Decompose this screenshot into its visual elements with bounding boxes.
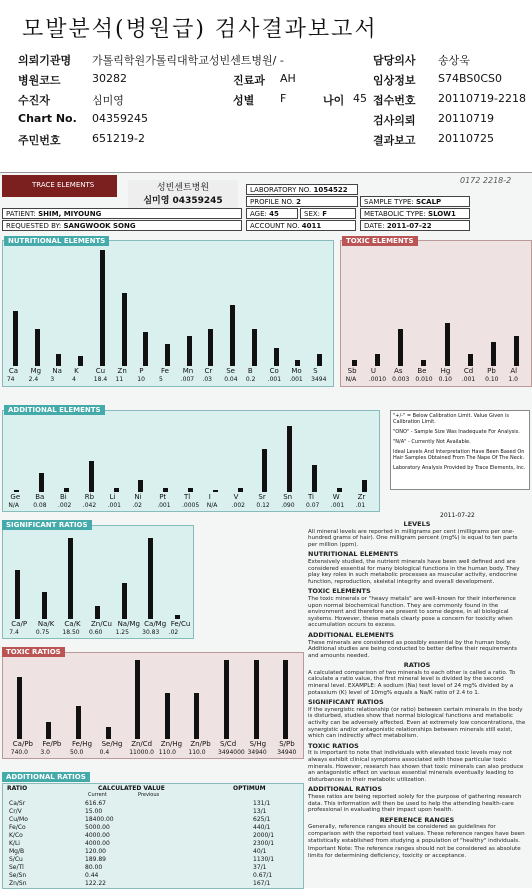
lab-logo (2, 175, 117, 197)
nutritional-value-mg: 2.4 (28, 376, 39, 383)
significant-label-ca-p: Ca/P (11, 620, 28, 628)
toxic_ratios-bar-ca-pb (17, 677, 22, 739)
col-previous: Previous (138, 792, 160, 798)
additional-panel (2, 410, 380, 512)
key-line-3: "N/A" - Currently Not Available. (393, 439, 471, 445)
toxic_ratios-value-se-hg: 0.4 (99, 749, 110, 756)
chart-value: 04359245 (92, 112, 148, 125)
toxic-label-as: As (394, 367, 403, 375)
add-text: These minerals are considered as possibly essential by the human body. Additional studies are being conducted to better define their requirements and amounts needed. (308, 639, 517, 659)
toxr-text: It is important to note that individuals with elevated toxic levels may not always exhibit clinical symptoms associated with those particular toxic minerals. However, research has shown that toxic minerals can also produce an antagonistic effect on various essential minerals eventually leading to disturbances in their metabolic utilization. (308, 750, 524, 783)
toxic-bar-al (514, 336, 519, 367)
additional-value-rb: .042 (82, 502, 97, 509)
significant-label-ca-k: Ca/K (64, 620, 81, 628)
receipt-label: 접수번호 (373, 94, 416, 107)
toxic-ratios-title: TOXIC RATIOS (2, 647, 65, 657)
sex-label: 성별 (233, 94, 255, 107)
ratio-name: Se/Tl (9, 864, 24, 871)
ratio-value: 18400.00 (85, 816, 114, 823)
nutritional-bar-b (252, 329, 257, 366)
nutritional-value-mn: .007 (180, 376, 195, 383)
toxic-value-hg: 0.10 (438, 376, 452, 383)
toxic_ratios-bar-zn-hg (165, 693, 170, 739)
toxic_ratios-label-ca-pb: Ca/Pb (12, 740, 33, 748)
nutritional-title: NUTRITIONAL ELEMENTS (4, 236, 109, 246)
clinical-value: S74BS0CS0 (438, 72, 502, 85)
nutritional-value-na: 3 (50, 376, 55, 383)
ratio-value: 616.67 (85, 800, 106, 807)
toxic_ratios-bar-s-pb (283, 660, 288, 739)
additional-bar-sr (262, 449, 267, 492)
ratio-value: 4000.00 (85, 832, 110, 839)
ratios-text: A calculated comparison of two minerals to each other is called a ratio. To calculate a ratio value, the first mineral level is divided by the second mineral level. EXAMPLE: A sodium (Na) test level of 24 mg% divided by a potassium (K) level of 10mg% equals a Na/K ratio of 2.4 to 1. (308, 669, 516, 696)
toxic_ratios-value-fe-pb: 3.0 (40, 749, 50, 756)
levels-heading: LEVELS (403, 520, 431, 528)
nutritional-label-k: K (74, 367, 79, 375)
nutritional-value-cu: 18.4 (93, 376, 108, 383)
key-line-1: "+/-" = Below Calibration Limit. Value Given is Calibration Limit. (393, 413, 510, 425)
toxic-bar-u (375, 354, 380, 366)
dept-label: 진료과 (233, 74, 265, 87)
significant-bar-ca-p (15, 570, 20, 620)
toxic_ratios-value-fe-hg: 50.0 (70, 749, 84, 756)
nut-heading: NUTRITIONAL ELEMENTS (308, 550, 399, 559)
nutritional-value-zn: 11 (115, 376, 124, 383)
ratio-optimum: 167/1 (253, 880, 271, 887)
chart-label: Chart No. (18, 112, 77, 125)
nutritional-label-zn: Zn (117, 367, 127, 375)
col-calc: CALCULATED VALUE (98, 785, 165, 792)
additional-value-bi: .002 (58, 502, 72, 509)
account-value: 4011 (301, 222, 322, 230)
additional-label-ti: Ti (308, 493, 315, 501)
nutritional-bar-na (56, 354, 61, 366)
toxic-value-pb: 0.10 (485, 376, 499, 383)
doctor-value: 송상욱 (438, 54, 470, 67)
additional-label-sn: Sn (283, 493, 293, 501)
toxic_ratios-value-zn-pb: 110.0 (188, 749, 206, 756)
significant-label-fe-cu: Fe/Cu (170, 620, 191, 628)
significant-bar-na-mg (122, 583, 127, 619)
toxic-bar-hg (445, 323, 450, 366)
addr-text: These ratios are being reported solely for the purpose of gathering research data. This information will then be used to help the attending health-care professional in evaluating their impact upon health. (308, 793, 522, 814)
additional-bar-w (337, 488, 342, 492)
significant-label-na-mg: Na/Mg (117, 620, 140, 628)
col-ratio: RATIO (7, 785, 28, 792)
additional-bar-li (114, 488, 119, 492)
lab-logo-text: TRACE ELEMENTS (32, 181, 95, 189)
ratio-name: Ca/Sr (9, 800, 26, 807)
additional-label-li: Li (109, 493, 116, 501)
additional-label-zr: Zr (357, 493, 366, 501)
nutritional-label-co: Co (269, 367, 279, 375)
nutritional-value-mo: .001 (289, 376, 303, 383)
additional-title: ADDITIONAL ELEMENTS (4, 405, 105, 415)
nutritional-value-k: 4 (72, 376, 76, 383)
ratio-optimum: 2000/1 (253, 832, 275, 839)
age-label: 나이 (323, 94, 345, 107)
nutritional-label-fe: Fe (161, 367, 169, 375)
ratios-heading: RATIOS (403, 661, 431, 670)
additional-ratios-table (2, 783, 304, 889)
additional-label-i: I (208, 493, 211, 501)
additional-bar-rb (89, 461, 94, 492)
toxic_ratios-value-s-hg: 34940 (247, 749, 267, 756)
toxic_ratios-label-zn-pb: Zn/Pb (190, 740, 211, 748)
additional-bar-bi (64, 488, 69, 492)
institution-value: 가톨릭학원가톨릭대학교성빈센트병원/ - (92, 54, 284, 67)
requested-value: SANGWOOK SONG (63, 222, 136, 230)
toxic_ratios-label-se-hg: Se/Hg (101, 740, 123, 748)
toxic-value-be: 0.010 (415, 376, 433, 383)
nutritional-label-mn: Mn (182, 367, 194, 375)
additional-value-zr: .01 (355, 502, 366, 509)
sex-value: F (280, 92, 287, 105)
nutritional-bar-cr (208, 329, 213, 366)
nutritional-value-cr: .03 (202, 376, 212, 383)
significant-label-ca-mg: Ca/Mg (144, 620, 167, 628)
ratio-optimum: 2300/1 (253, 840, 275, 847)
rpt-age-value: 45 (269, 210, 279, 218)
nut-text: Extensively studied, the nutrient minerals have been well defined and are considered essential for many biological functions in the human body. They play key roles in such metabolic processes as muscular activity, endocrine function, reproduction, skeletal integrity and overall development. (308, 558, 520, 585)
toxic-value-sb: N/A (345, 376, 357, 383)
additional-bar-zr (362, 480, 367, 492)
significant-value-ca-mg: 30.83 (142, 629, 160, 636)
result-value: 20110725 (438, 132, 494, 145)
nutritional-value-fe: 5 (159, 376, 163, 383)
ratio-optimum: 1130/1 (253, 856, 275, 863)
levels-text: All mineral levels are reported in milligrams per cent (milligrams per one-hundred grams of hair). One milligram percent (mg%) is equal to ten parts per million (ppm). (308, 528, 518, 548)
addr-heading: ADDITIONAL RATIOS (308, 785, 383, 794)
nutritional-label-b: B (247, 367, 253, 375)
nutritional-bar-mn (187, 336, 192, 367)
patient-label: 수진자 (18, 94, 50, 107)
nutritional-label-ca: Ca (8, 367, 19, 375)
toxic_ratios-value-zn-hg: 110.0 (158, 749, 176, 756)
additional-value-w: .001 (330, 502, 345, 509)
toxic_ratios-label-s-pb: S/Pb (279, 740, 295, 748)
rpt-sex-value: F (322, 210, 328, 218)
additional-label-v: V (233, 493, 239, 501)
additional-value-ba: 0.08 (33, 502, 47, 509)
toxic_ratios-bar-zn-cd (135, 660, 140, 739)
profile-label: PROFILE NO. (250, 198, 294, 206)
result-label: 결과보고 (373, 134, 416, 147)
toxic-bar-cd (468, 354, 473, 366)
lab-number-value: 1054522 (313, 186, 348, 194)
ratio-optimum: 131/1 (253, 800, 271, 807)
toxic_ratios-value-ca-pb: 740.0 (10, 749, 28, 756)
key-line-5: Laboratory Analysis Provided by Trace Elements, Inc. (393, 465, 526, 471)
additional-ratios-title: ADDITIONAL RATIOS (2, 772, 90, 782)
additional-label-bi: Bi (60, 493, 67, 501)
col-optimum: OPTIMUM (233, 785, 266, 792)
ratio-name: Fe/Co (9, 824, 26, 831)
significant-bar-ca-mg (148, 538, 153, 619)
rpt-patient-label: PATIENT: (6, 210, 36, 218)
nutritional-bar-ca (13, 311, 18, 366)
ratio-optimum: 625/1 (253, 816, 271, 823)
significant-value-na-mg: 1.25 (115, 629, 129, 636)
explanation-text (308, 518, 526, 861)
ratio-name: Zn/Sn (9, 880, 27, 887)
additional-value-sr: 0.12 (256, 502, 270, 509)
additional-label-ge: Ge (10, 493, 21, 501)
additional-bar-ba (39, 473, 44, 493)
additional-bar-sn (287, 426, 292, 492)
ratio-name: Mg/B (9, 848, 25, 855)
ratio-name: Cr/V (9, 808, 22, 815)
additional-value-ge: N/A (8, 502, 20, 509)
additional-bar-ti (312, 465, 317, 492)
rrn-value: 651219-2 (92, 132, 145, 145)
toxic-label-pb: Pb (487, 367, 496, 375)
nutritional-label-cu: Cu (95, 367, 106, 375)
tox-heading: TOXIC ELEMENTS (308, 587, 371, 596)
toxic-panel (340, 240, 532, 387)
date-label: DATE: (364, 222, 385, 230)
additional-value-pt: .001 (157, 502, 171, 509)
ratio-name: Cu/Mo (9, 816, 28, 823)
ratio-name: K/Co (9, 832, 23, 839)
rpt-patient-value: SHIM, MIYOUNG (38, 210, 102, 218)
nutritional-bar-zn (122, 293, 127, 366)
rpt-sex-label: SEX: (304, 210, 321, 218)
additional-label-ba: Ba (35, 493, 45, 501)
additional-value-tl: .0005 (182, 502, 200, 509)
additional-label-rb: Rb (84, 493, 95, 501)
metabolic-label: METABOLIC TYPE: (364, 210, 426, 218)
toxic_ratios-label-s-hg: S/Hg (249, 740, 267, 748)
ratio-optimum: 13/1 (253, 808, 267, 815)
hospcode-label: 병원코드 (18, 74, 61, 87)
significant-title: SIGNIFICANT RATIOS (2, 520, 92, 530)
toxic-bar-as (398, 329, 403, 366)
toxic-value-cd: .001 (461, 376, 476, 383)
rpt-age-label: AGE: (250, 210, 267, 218)
patient-value: 심미영 (92, 94, 124, 107)
significant-value-zn-cu: 0.60 (89, 629, 103, 636)
metabolic-value: SLOW1 (428, 210, 456, 218)
significant-value-na-k: 0.75 (35, 629, 50, 636)
nutritional-value-co: .001 (267, 376, 282, 383)
nutritional-bar-se (230, 305, 235, 366)
dept-value: AH (280, 72, 296, 85)
stamp-hospital: 성빈센트병원 (156, 183, 210, 193)
toxic_ratios-bar-s-hg (254, 660, 259, 739)
additional-bar-v (238, 488, 243, 492)
key-line-4: Ideal Levels And Interpretation Have Been Based On Hair Samples Obtained From The Nape Of The Neck. (393, 449, 525, 461)
ratio-value: 120.00 (85, 848, 106, 855)
nutritional-label-p: P (139, 367, 144, 375)
requested-label: REQUESTED BY: (6, 222, 62, 230)
important-note: Important Note: The reference ranges should not be considered as absolute limits for determining deficiency, toxicity or acceptance. (308, 846, 521, 859)
toxic-label-al: Al (510, 367, 518, 375)
additional-value-sn: .090 (281, 502, 295, 509)
tox-text: The toxic minerals or "heavy metals" are well-known for their interference upon normal biochemical function. They are commonly found in the environment and therefore are present to some degree, in all biological systems. However, these metals clearly pose a concern for toxicity when accumulation occurs to excess. (308, 595, 517, 629)
add-heading: ADDITIONAL ELEMENTS (308, 630, 394, 639)
toxic_ratios-bar-fe-pb (46, 722, 51, 739)
significant-value-fe-cu: .02 (168, 629, 179, 636)
toxic-label-sb: Sb (347, 367, 357, 375)
additional-label-ni: Ni (134, 493, 142, 501)
sig-heading: SIGNIFICANT RATIOS (308, 698, 384, 707)
toxic_ratios-label-s-cd: S/Cd (220, 740, 237, 748)
toxr-heading: TOXIC RATIOS (308, 741, 359, 750)
key-box (390, 410, 530, 490)
nutritional-value-p: 10 (137, 376, 145, 383)
toxic_ratios-value-s-cd: 3494000 (218, 749, 245, 756)
sample-value: SCALP (415, 198, 442, 206)
nutritional-label-s: S (313, 367, 318, 375)
toxic-label-be: Be (417, 367, 427, 375)
toxic_ratios-label-fe-hg: Fe/Hg (72, 740, 93, 748)
ratio-value: 122.22 (85, 880, 106, 887)
ref-text: Generally, reference ranges should be considered as guidelines for comparison with the reported test values. These reference ranges have been statistically established from studying a population of "healthy" individuals. (308, 824, 525, 844)
nutritional-label-cr: Cr (204, 367, 213, 375)
toxic-title: TOXIC ELEMENTS (342, 236, 418, 246)
report-title: 모발분석(병원급) 검사결과보고서 (22, 17, 378, 42)
significant-value-ca-p: 7.4 (9, 629, 19, 636)
nutritional-label-mo: Mo (291, 367, 302, 375)
toxic-value-al: 1.0 (508, 376, 518, 383)
stamp-patient: 심미영 04359245 (143, 196, 223, 206)
toxic_ratios-value-s-pb: 34940 (277, 749, 297, 756)
handwritten-note: 0172 2218-2 (460, 176, 512, 185)
additional-value-v: .002 (231, 502, 245, 509)
additional-bar-pt (163, 488, 168, 492)
account-label: ACCOUNT NO. (250, 222, 300, 230)
profile-value: 2 (296, 198, 302, 206)
toxic-bar-be (421, 360, 426, 366)
toxic-label-u: U (370, 367, 376, 375)
nutritional-bar-mo (295, 360, 300, 366)
significant-bar-zn-cu (95, 606, 100, 620)
significant-bar-na-k (42, 592, 47, 619)
significant-label-zn-cu: Zn/Cu (91, 620, 112, 628)
nutritional-bar-k (78, 356, 83, 366)
toxic_ratios-label-zn-hg: Zn/Hg (160, 740, 183, 748)
key-line-2: "ONO" - Sample Size Was Inadequate For Analysis. (393, 429, 520, 435)
additional-value-ti: 0.07 (306, 502, 320, 509)
sig-text: If the synergistic relationship (or ratio) between certain minerals in the body is disturbed, studies show that normal biological functions and metabolic activity can be adversely affected. Even at extremely low concentrations, the synergistic and/or antagonistic relationships between minerals still exist, which can indirectly affect metabolism. (308, 706, 526, 740)
additional-label-sr: Sr (258, 493, 266, 501)
additional-bar-tl (188, 488, 193, 492)
col-current: Current (88, 792, 107, 798)
toxic_ratios-bar-se-hg (106, 727, 111, 739)
ratio-value: 4000.00 (85, 840, 110, 847)
nutritional-value-se: 0.04 (224, 376, 238, 383)
toxic_ratios-value-zn-cd: 11000.0 (129, 749, 154, 756)
nutritional-value-ca: 74 (6, 376, 15, 383)
additional-label-w: W (332, 493, 340, 501)
receipt-value: 20110719-2218 (438, 92, 526, 105)
nutritional-bar-co (274, 348, 279, 366)
ratio-optimum: 440/1 (253, 824, 271, 831)
nutritional-bar-fe (165, 344, 170, 366)
nutritional-value-s: 3494 (311, 376, 327, 383)
toxic_ratios-label-zn-cd: Zn/Cd (131, 740, 153, 748)
significant-bar-ca-k (68, 538, 73, 619)
lab-number-label: LABORATORY NO. (250, 186, 312, 194)
nutritional-bar-s (317, 354, 322, 366)
ratio-optimum: 0.67/1 (253, 872, 273, 879)
ratio-value: 80.00 (85, 864, 103, 871)
institution-label: 의뢰기관명 (18, 54, 72, 67)
toxic-bar-sb (352, 360, 357, 366)
ratio-value: 189.89 (85, 856, 106, 863)
sample-label: SAMPLE TYPE: (364, 198, 414, 206)
toxic_ratios-label-fe-pb: Fe/Pb (42, 740, 62, 748)
request-label: 검사의뢰 (373, 114, 416, 127)
ref-heading: REFERENCE RANGES (379, 815, 455, 824)
nutritional-bar-mg (35, 329, 40, 366)
significant-value-ca-k: 18.50 (62, 629, 80, 636)
additional-label-pt: Pt (159, 493, 167, 501)
toxic-label-cd: Cd (463, 367, 474, 375)
additional-value-ni: .02 (132, 502, 142, 509)
clinical-label: 임상정보 (373, 74, 416, 87)
ratio-value: 0.44 (85, 872, 99, 879)
additional-label-tl: Tl (184, 493, 191, 501)
nutritional-label-mg: Mg (30, 367, 42, 375)
additional-bar-ge (14, 490, 19, 492)
ratio-value: 5000.00 (85, 824, 110, 831)
nutritional-label-na: Na (52, 367, 62, 375)
toxic_ratios-bar-zn-pb (194, 693, 199, 739)
toxic-value-as: 0.003 (392, 376, 410, 383)
date-value: 2011-07-22 (386, 222, 432, 230)
toxic_ratios-bar-s-cd (224, 660, 229, 739)
age-value: 45 (353, 92, 367, 105)
nutritional-bar-cu (100, 250, 105, 366)
additional-value-li: .001 (107, 502, 121, 509)
significant-bar-fe-cu (175, 615, 180, 620)
report-date-2: 2011-07-22 (440, 512, 475, 519)
ratio-value: 15.00 (85, 808, 103, 815)
toxic-value-u: .0010 (368, 376, 387, 383)
nutritional-label-se: Se (226, 367, 235, 375)
ratio-name: Se/Sn (9, 872, 27, 879)
toxic_ratios-bar-fe-hg (76, 706, 81, 739)
ratio-name: K/Li (9, 840, 20, 847)
ratio-optimum: 40/1 (253, 848, 267, 855)
toxic-bar-pb (491, 342, 496, 366)
additional-bar-ni (138, 480, 143, 492)
additional-bar-i (213, 490, 218, 492)
nutritional-value-b: 0.2 (245, 376, 256, 383)
nutritional-bar-p (143, 332, 148, 366)
doctor-label: 담당의사 (373, 54, 416, 67)
request-value: 20110719 (438, 112, 494, 125)
toxic-label-hg: Hg (440, 367, 451, 375)
ratio-optimum: 37/1 (253, 864, 267, 871)
significant-label-na-k: Na/K (37, 620, 55, 628)
additional-value-i: N/A (206, 502, 218, 509)
hospcode-value: 30282 (92, 72, 127, 85)
rrn-label: 주민번호 (18, 134, 61, 147)
ratio-name: S/Cu (9, 856, 23, 863)
